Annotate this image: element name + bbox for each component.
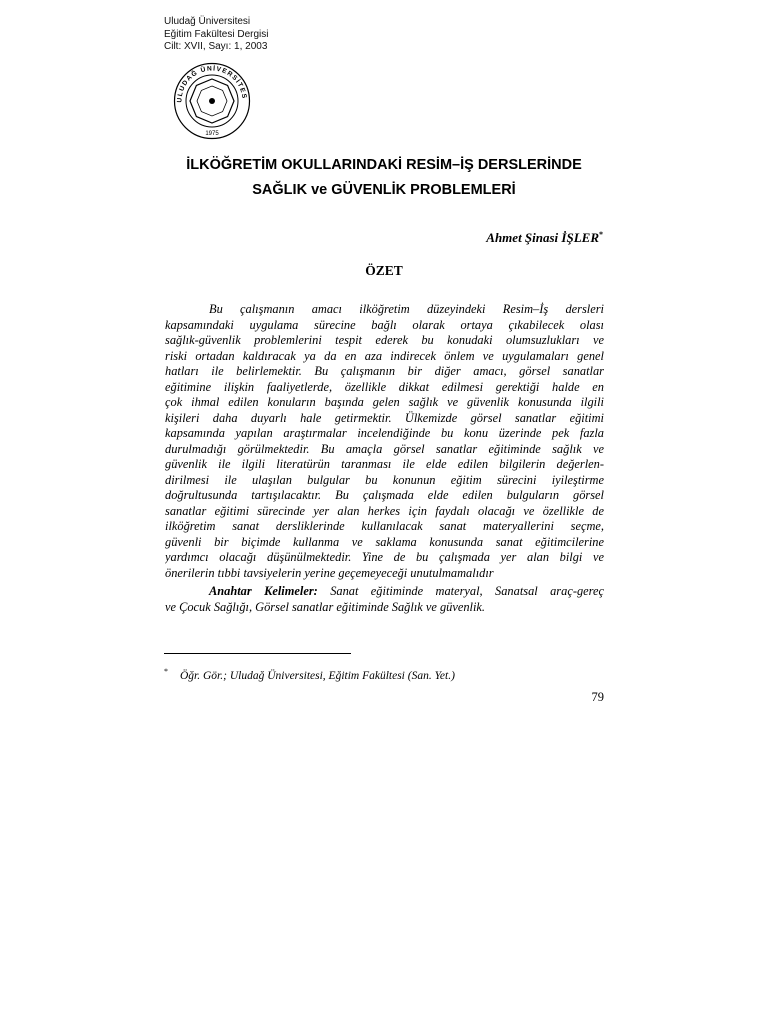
abstract-line: çok ihmal edilen konuların başında gelen sağlık ve güvenlik konusunda ilgili [165,395,604,409]
abstract-line: riski ortadan kaldıracak ya da en aza indirecek önlem ve uygulamaları genel [165,348,604,363]
footnote-divider [164,653,351,654]
journal-name: Eğitim Fakültesi Dergisi [164,28,269,40]
keywords-label: Anahtar Kelimeler: [209,584,318,598]
journal-university: Uludağ Üniversitesi [164,16,251,27]
abstract-line: sanatlar eğitimi sürecinde yer alan herkes için faydalı olacağı ve özellikle de [165,503,604,518]
seal-ring-text: ULUDAĞ ÜNİVERSİTES [176,65,248,103]
abstract-line: kapsamında yapılan araştırmalar incelendiğinde bu konu üzerinde pek fazla [165,426,604,440]
abstract-line: sağlık-güvenlik problemlerini tespit ederek bu konudaki olumsuzlukları ve [165,333,604,347]
abstract-line: önerilerin tıbbi tavsiyelerin yerine geçemeyeceği unutulmamalıdır [165,565,494,580]
abstract-line: Bu çalışmanın amacı ilköğretim düzeyindeki Resim–İş dersleri [209,302,604,316]
seal-year: 1975 [205,131,219,137]
footnote-mark: * [164,667,168,676]
title-line-2: SAĞLIK ve GÜVENLİK PROBLEMLERİ [252,182,516,198]
abstract-body [165,302,604,615]
keywords-line-1 [165,584,604,600]
university-seal-logo [173,62,251,140]
abstract-line: ilköğretim sanat dersliklerinde kullanılacak sanat materyallerini seçme, [165,519,604,533]
abstract-line: hatları ile belirlemektir. Bu çalışmanın bir diğer amacı, görsel sanatlar [165,364,604,378]
svg-text:ULUDAĞ ÜNİVERSİTESİ [173,62,248,103]
keywords [165,584,604,615]
abstract-line: kişileri daha duyarlı hale getirmektir. Ülkemizde görsel sanatlar eğitimi [165,410,604,425]
abstract-line: durulmadığı görülmektedir. Bu amaçla görsel sanatlar eğitiminde sağlık ve [165,441,604,456]
abstract-line: güvenlik ile ilgili literatürün taranması ile elde edilen bilgilerin değerlen- [165,457,604,471]
page-number: 79 [591,690,604,704]
abstract-line: yardımcı olacağı düşünülmektedir. Yine de bu çalışmada yer alan bilgi ve [165,550,604,564]
keywords-text-1: Sanat eğitiminde materyal, Sanatsal araç-gereç [330,584,604,598]
footnote [164,667,455,682]
article-title [140,153,628,203]
author [486,230,603,246]
title-line-1: İLKÖĞRETİM OKULLARINDAKİ RESİM–İŞ DERSLERİNDE [186,157,582,173]
author-name: Ahmet Şinasi İŞLER [486,230,599,245]
abstract-line: güvenli bir biçimde kullanma ve saklama konusunda sanat eğitimcilerine [165,534,604,549]
abstract-line: dirilmesi ile ulaşılan bulgular bu konunun eğitim sürecini iyileştirme [165,472,604,487]
footnote-text: Öğr. Gör.; Uludağ Üniversitesi, Eğitim Fakültesi (San. Yet.) [180,670,455,682]
journal-volume: Cilt: XVII, Sayı: 1, 2003 [164,41,268,52]
keywords-line-2: ve Çocuk Sağlığı, Görsel sanatlar eğitiminde Sağlık ve güvenlik. [165,599,486,614]
abstract-line: kapsamındaki uygulama sürecine bağlı olarak ortaya çıkabilecek olası [165,317,604,332]
abstract-heading: ÖZET [365,263,403,278]
abstract-line: doğrultusunda tartışılacaktır. Bu çalışmada elde edilen bulguların görsel [165,488,604,502]
journal-info [164,16,268,54]
abstract-line: eğitimine ilişkin faaliyetlerde, özellikle dikkat edilmesi gerektiği halde en [165,379,604,394]
author-footnote-mark: * [599,230,603,239]
